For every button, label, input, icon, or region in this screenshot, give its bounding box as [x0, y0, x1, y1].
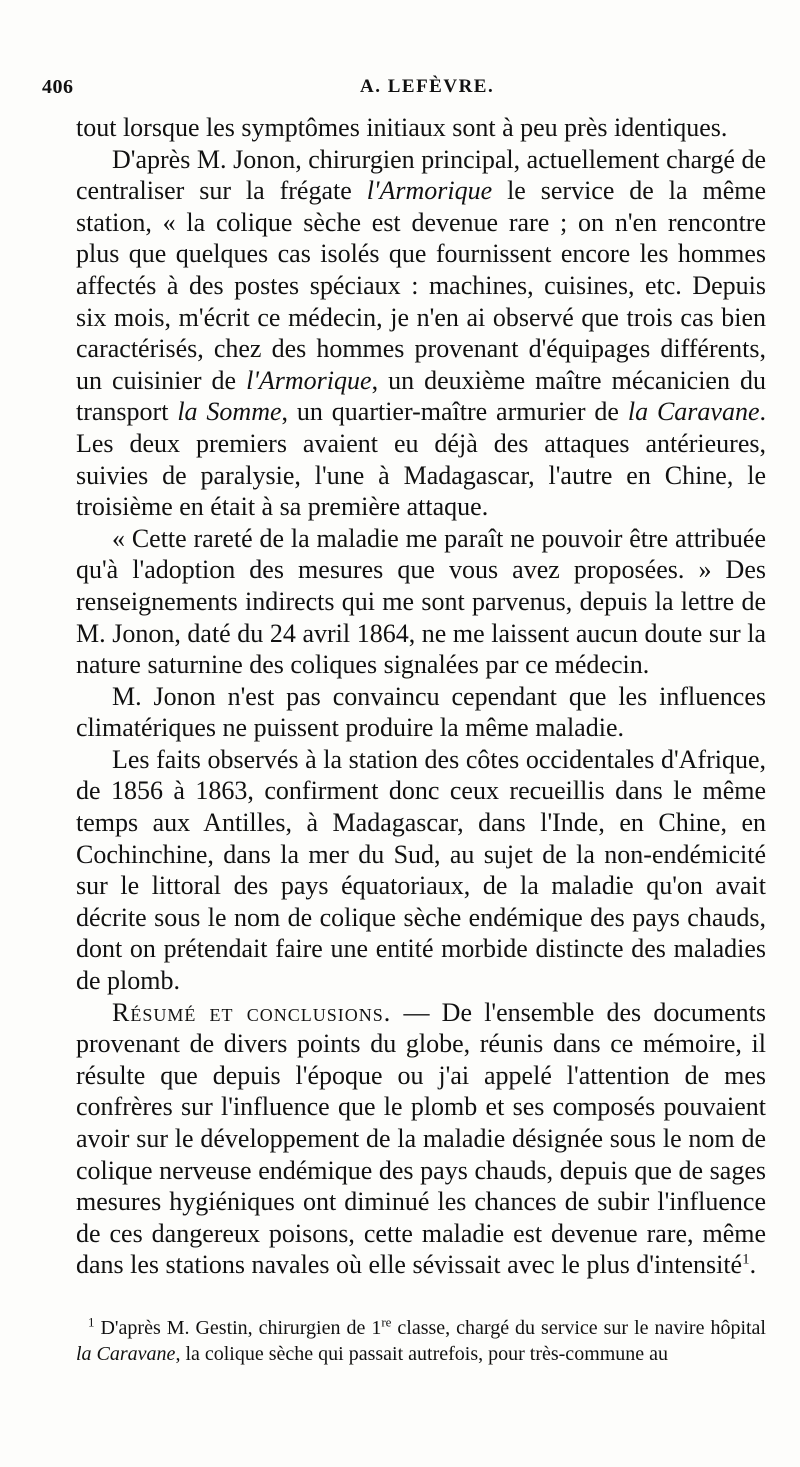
- italic-text: l'Armorique: [246, 365, 372, 395]
- text-run: Les faits observés à la station des côtes occidentales d'Afrique, de 1856 à 1863, confirment donc ceux recueillis dans le même temps aux Antilles, à Madagascar, dans l'Inde, en Chine, en Cochinchine, dans la mer du Sud, au sujet de la non-endémicité sur le littoral des pays équatoriaux, de la maladie qu'on avait décrite sous le nom de colique sèche endémique des pays chauds, dont on prétendait faire une entité morbide distincte des maladies de plomb.: [76, 744, 766, 996]
- paragraph: [76, 997, 766, 1281]
- superscript: 1: [88, 1314, 95, 1330]
- text-run: « Cette rareté de la maladie me paraît ne pouvoir être attribuée qu'à l'adoption des mesures que vous avez proposées. » Des renseignements indirects qui me sont parvenus, depuis la lettre de M. Jonon, daté du 24 avril 1864, ne me laissent aucun doute sur la nature saturnine des coliques signalées par ce médecin.: [76, 523, 766, 680]
- text-run: , un deuxième maître mécanicien du transport: [76, 365, 766, 427]
- italic-text: la Somme: [177, 397, 282, 427]
- text-run: D'après M. Gestin, chirurgien de 1: [94, 1317, 382, 1339]
- superscript: 1: [742, 1251, 750, 1268]
- body-text: [76, 112, 766, 1281]
- paragraph: [76, 523, 766, 681]
- running-head: A. LEFÈVRE.: [360, 76, 495, 97]
- text-run: , un quartier-maître armurier de: [281, 397, 628, 427]
- paragraph: [76, 744, 766, 997]
- text-run: classe, chargé du service sur le navire hôpital: [391, 1317, 766, 1339]
- italic-text: l'Armorique: [366, 176, 493, 206]
- text-run: D'après M. Jonon, chirurgien principal, actuellement chargé de centraliser sur la frégate: [76, 144, 766, 206]
- section-heading: Résumé et conclusions.: [112, 997, 392, 1027]
- page-number: 406: [42, 76, 74, 98]
- text-run: . Les deux premiers avaient eu déjà des attaques antérieures, suivies de paralysie, l'une à Madagascar, l'autre en Chine, le troisième en était à sa première attaque.: [76, 397, 767, 522]
- italic-text: la Caravane: [76, 1343, 176, 1365]
- text-run: tout lorsque les symptômes initiaux sont à peu près identiques.: [76, 113, 728, 142]
- text-run: .: [749, 1250, 757, 1280]
- text-run: le service de la même station, « la colique sèche est devenue rare ; on n'en rencontre plus que quelques cas isolés que fournissent encore les hommes affectés à des postes spéciaux : machines, cuisines, etc. Depuis six mois, m'écrit ce médecin, je n'en ai observé que trois cas bien caractérisés, chez des hommes provenant d'équipages différents, un cuisinier de: [76, 176, 766, 395]
- text-run: M. Jonon n'est pas convaincu cependant que les influences climatériques ne puissent produire la même maladie.: [76, 681, 766, 743]
- paragraph: [76, 144, 766, 523]
- footnotes: [76, 1315, 766, 1367]
- text-run: , la colique sèche qui passait autrefois, pour très-commune au: [175, 1343, 669, 1365]
- footnote: [76, 1315, 766, 1367]
- text-run: — De l'ensemble des documents provenant de divers points du globe, réunis dans ce mémoire, il résulte que depuis l'époque ou j'ai appelé l'attention de mes confrères sur l'influence que le plomb et ses composés pouvaient avoir sur le développement de la maladie désignée sous le nom de colique nerveuse endémique des pays chauds, depuis que de sages mesures hygiéniques ont diminué les chances de subir l'influence de ces dangereux poisons, cette maladie est devenue rare, même dans les stations navales où elle sévissait avec le plus d'intensité: [76, 997, 766, 1280]
- superscript: re: [381, 1314, 392, 1330]
- italic-text: la Caravane: [627, 397, 760, 427]
- page-header: [42, 76, 758, 106]
- paragraph: [76, 681, 766, 744]
- paragraph: [76, 112, 766, 144]
